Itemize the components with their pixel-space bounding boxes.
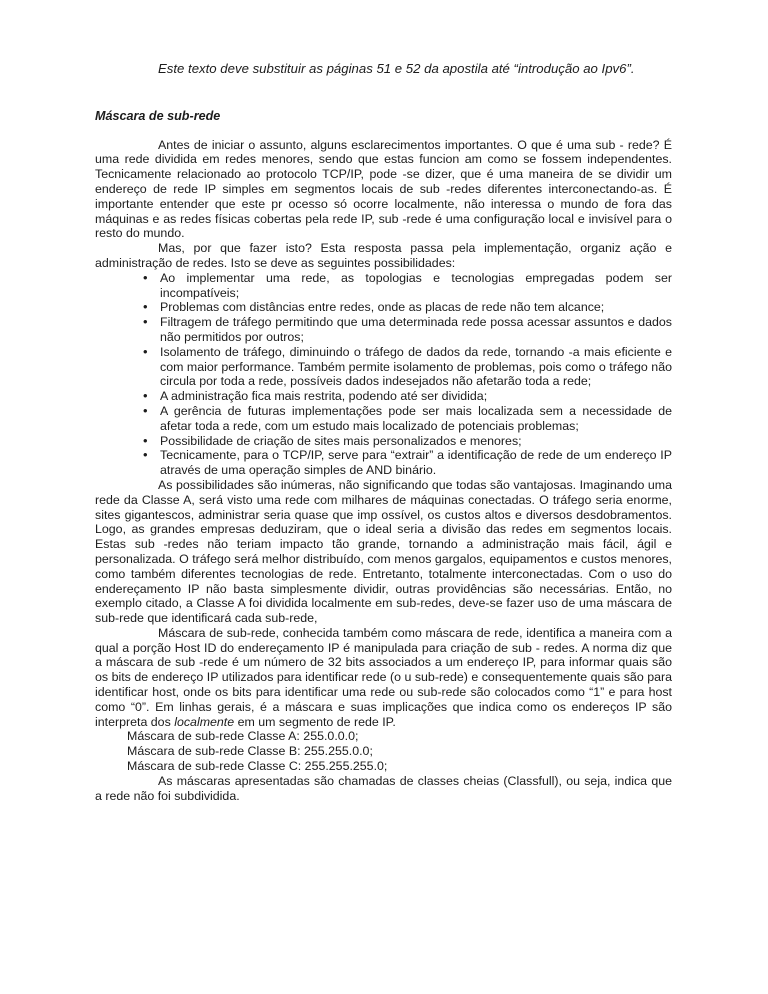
mask-class-a-line: Máscara de sub-rede Classe A: 255.0.0.0;	[127, 729, 359, 744]
bullet-icon: •	[143, 299, 148, 315]
bullet-text: Isolamento de tráfego, diminuindo o tráfego de dados da rede, tornando -a mais eficiente e com maior performance. Também permite isolamento de problemas, pois como o tráfego não circula por toda a rede, possíveis dados indesejados não afetarão toda a rede;	[160, 344, 672, 389]
mask-class-list	[95, 729, 672, 773]
mask-class-b-line: Máscara de sub-rede Classe B: 255.255.0.0;	[127, 744, 373, 759]
possibilities-bullet-list	[95, 271, 672, 478]
bullet-text: Filtragem de tráfego permitindo que uma determinada rede possa acessar assuntos e dados não permitidos por outros;	[160, 315, 672, 344]
bullet-icon: •	[143, 447, 148, 463]
bullet-text: Ao implementar uma rede, as topologias e tecnologias empregadas podem ser incompatíveis;	[160, 270, 672, 300]
bullet-item	[143, 300, 672, 315]
mask-explanation-text-end: em um segmento de rede IP.	[234, 714, 396, 729]
bullet-item	[143, 271, 672, 301]
mask-class-c-line: Máscara de sub-rede Classe C: 255.255.255.0;	[127, 759, 388, 774]
bullet-icon: •	[143, 343, 148, 359]
bullet-text: Possibilidade de criação de sites mais personalizados e menores;	[160, 433, 522, 448]
bullet-item	[143, 389, 672, 404]
bullet-item	[143, 315, 672, 345]
section-title: Máscara de sub-rede	[95, 108, 221, 123]
paragraph-subnet-definition: Antes de iniciar o assunto, alguns esclarecimentos importantes. O que é uma sub - rede? É uma rede dividida em redes menores, sendo que estas funcion am como se fossem independentes. Tecnicamente relacionado ao protocolo TCP/IP, pode -se dizer, que é uma maneira de se dividir um endereço de rede IP simples em segmentos locais de sub -redes diferentes interconectando-as. É importante entender que este pr ocesso só ocorre localmente, não interessa o mundo de fora das máquinas e as redes físicas cobertas pela rede IP, sub -rede é uma configuração local e invisível para o resto do mundo.	[95, 137, 672, 241]
bullet-text: A administração fica mais restrita, podendo até ser dividida;	[160, 389, 488, 404]
bullet-icon: •	[143, 432, 148, 448]
bullet-item	[143, 448, 672, 478]
bullet-item	[143, 404, 672, 434]
bullet-text: A gerência de futuras implementações pode ser mais localizada sem a necessidade de afetar toda a rede, com um estudo mais localizado de potenciais problemas;	[160, 403, 672, 433]
bullet-text: Problemas com distâncias entre redes, onde as placas de rede não tem alcance;	[160, 300, 605, 315]
paragraph-possibilities: As possibilidades são inúmeras, não significando que todas são vantajosas. Imaginando uma rede da Classe A, será visto uma rede com milhares de máquinas conectadas. O tráfego seria enorme, sites gigantescos, administrar seria quase que imp ossível, os custos altos e diversos desdobramentos. Logo, as grandes empresas deduziram, que o ideal seria a divisão das redes em segmentos locais. Estas sub -redes não teriam impacto tão grande, tornando a administração mais fácil, ágil e personalizada. O tráfego será melhor distribuído, com menos gargalos, equipamentos e custos menores, como também diferentes tecnologias de rede. Entretanto, totalmente interconectadas. Com o uso do endereçamento IP não basta simplesmente dividir, outras providências são necessárias. Então, no exemplo citado, a Classe A foi dividida localmente em sub-redes, deve-se fazer uso de uma máscara de sub-rede que identificará cada sub-rede,	[95, 477, 672, 626]
paragraph-classfull: As máscaras apresentadas são chamadas de classes cheias (Classfull), ou seja, indica que a rede não foi subdividida.	[95, 773, 672, 803]
bullet-item	[143, 434, 672, 449]
bullet-icon: •	[143, 388, 148, 404]
bullet-icon: •	[143, 269, 148, 285]
mask-explanation-italic-word: localmente	[174, 714, 235, 729]
mask-explanation-text: Máscara de sub-rede, conhecida também como máscara de rede, identifica a maneira com a qual a porção Host ID do endereçamento IP é manipulada para criação de sub - redes. A norma diz que a máscara de sub -rede é um número de 32 bits associados a um endereço IP, para informar quais são os bits de endereço IP utilizados para identificar rede (o u sub-rede) e consequentemente quais são para identificar host, onde os bits para identificar uma rede ou sub-rede são colocados como “1” e para host como “0”. Em linhas gerais, é a máscara e suas implicações que indica como os endereços IP são interpreta dos	[95, 625, 672, 729]
bullet-icon: •	[143, 314, 148, 330]
bullet-icon: •	[143, 402, 148, 418]
paragraph-why-do-it: Mas, por que fazer isto? Esta resposta passa pela implementação, organiz ação e administração de redes. Isto se deve as seguintes possibilidades:	[95, 241, 672, 270]
bullet-item	[143, 345, 672, 389]
paragraph-mask-explanation	[95, 626, 672, 730]
bullet-text: Tecnicamente, para o TCP/IP, serve para “extrair” a identificação de rede de um endereço IP através de uma operação simples de AND binário.	[160, 448, 672, 478]
intro-note: Este texto deve substituir as páginas 51 e 52 da apostila até “introdução ao Ipv6”.	[158, 61, 635, 76]
